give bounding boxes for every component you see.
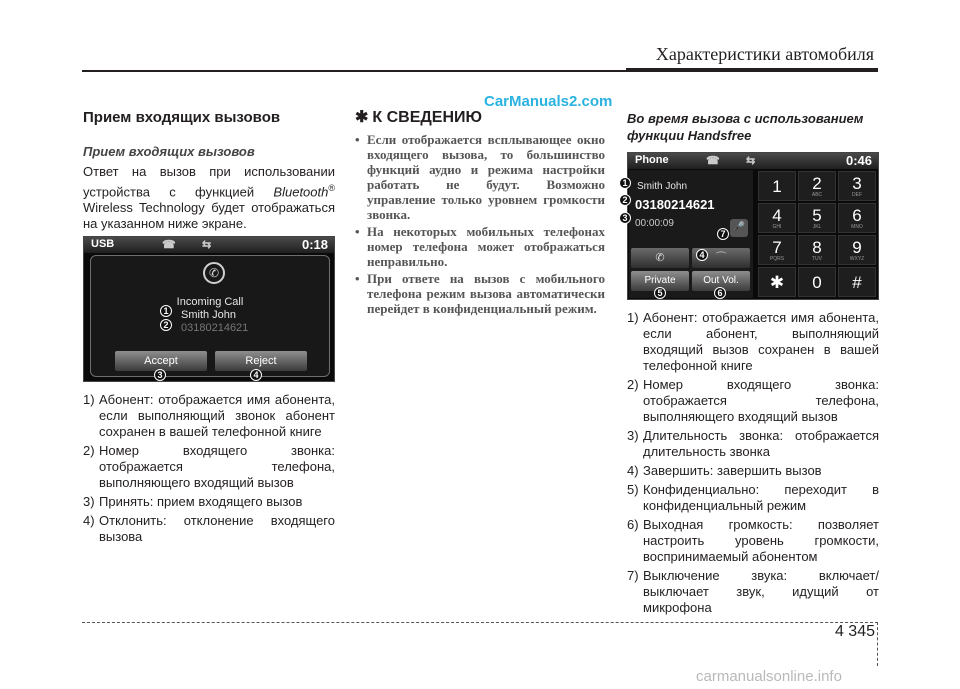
callout-2: 2 <box>160 319 172 331</box>
column-1 <box>83 110 335 232</box>
footer-divider <box>877 622 878 666</box>
key-5[interactable]: 5 JKL <box>798 203 836 233</box>
page-number: 4 345 <box>834 623 875 640</box>
reject-button[interactable]: Reject <box>215 351 307 371</box>
legend-list-1 <box>83 392 335 545</box>
source-label: Phone <box>635 154 669 166</box>
list-item: 1) Абонент: отображается имя абонента, если абонент, выполняющий входящий вызов сохранен в вашей телефонной книге <box>627 310 879 373</box>
list-item: 7) Выключение звука: включает/ выключает звук, идущий от микрофона <box>627 568 879 615</box>
callout-2: 2 <box>619 194 631 206</box>
list-item: 3) Принять: прием входящего вызов <box>83 494 303 509</box>
dial-keypad <box>758 171 876 297</box>
list-item: • Если отображается всплывающее окно входящего вызова, то большинство функций аудио и режима настройки работать не будут. Возможно управление только уровнем громкости звонка. <box>355 132 605 222</box>
incoming-label: Incoming Call <box>176 296 244 308</box>
usb-icon: ⇆ <box>746 155 756 167</box>
intro-paragraph: Ответ на вызов при использовании устройства с функцией Bluetooth® Wireless Technology будет отображаться на указанном ниже экране. <box>83 164 335 232</box>
list-item: 4) Завершить: завершить вызов <box>627 463 822 478</box>
watermark-top: CarManuals2.com <box>484 93 613 110</box>
section-subtitle: Прием входящих вызовов <box>83 144 255 159</box>
key-0[interactable]: 0 <box>798 267 836 297</box>
phone-icon: ☎ <box>706 155 720 167</box>
usb-icon: ⇆ <box>202 239 212 251</box>
list-item: • На некоторых мобильных телефонах номер телефона может отображаться неправильно. <box>355 224 605 269</box>
mute-mic-button[interactable]: 🎤 <box>730 219 748 237</box>
out-vol-button[interactable]: Out Vol. <box>692 271 750 291</box>
list-item: 2) Номер входящего звонка: отображается телефона, выполняющего входящий вызов <box>83 443 335 490</box>
callout-1: 1 <box>160 305 172 317</box>
status-bar <box>628 153 878 169</box>
caller-number: 03180214621 <box>181 322 249 334</box>
key-4[interactable]: 4 GHI <box>758 203 796 233</box>
footer-rule <box>82 622 878 623</box>
status-bar <box>84 237 334 253</box>
incoming-call-panel <box>90 255 330 377</box>
column-3 <box>627 110 879 152</box>
asterisk-icon: ✱ <box>355 109 369 126</box>
note-title: ✱ К СВЕДЕНИЮ <box>355 109 483 126</box>
callout-6: 6 <box>714 287 726 299</box>
key-star[interactable]: ✱ <box>758 267 796 297</box>
private-button[interactable]: Private <box>631 271 689 291</box>
column-3-list <box>627 310 879 619</box>
callout-3: 3 <box>619 212 631 224</box>
list-item: • При ответе на вызов с мобильного телефона режим вызова автоматически перейдет в конфиденциальный режим. <box>355 271 605 316</box>
callout-3: 3 <box>154 369 166 381</box>
caller-name: Smith John <box>637 181 688 192</box>
list-item: 1) Абонент: отображается имя абонента, если выполняющий звонок абонент сохранен в вашей телефонной книге <box>83 392 335 439</box>
legend-list-2 <box>627 310 879 616</box>
callout-4: 4 <box>250 369 262 381</box>
caller-number: 03180214621 <box>635 197 715 212</box>
callout-1: 1 <box>619 177 631 189</box>
header-rule-accent <box>626 68 878 72</box>
list-item: 2) Номер входящего звонка: отображается телефона, выполняющего входящий вызов <box>627 377 879 424</box>
clock: 0:46 <box>845 153 872 168</box>
section-subtitle: Во время вызова с использованием функции Handsfree <box>627 111 864 143</box>
list-item: 6) Выходная громкость: позволяет настроить уровень громкости, воспринимаемый абонентом <box>627 517 879 564</box>
watermark-bottom: carmanualsonline.info <box>696 668 842 685</box>
accept-button[interactable]: Accept <box>115 351 207 371</box>
note-list <box>355 132 605 316</box>
column-1-list <box>83 392 335 548</box>
key-9[interactable]: 9 WXYZ <box>838 235 876 265</box>
section-title: Прием входящих вызовов <box>83 109 281 126</box>
caller-name: Smith John <box>181 309 237 321</box>
key-1[interactable]: 1 <box>758 171 796 201</box>
callout-5: 5 <box>654 287 666 299</box>
key-7[interactable]: 7 PQRS <box>758 235 796 265</box>
hold-call-button[interactable]: ⌒ <box>692 248 750 268</box>
incoming-call-screen <box>83 236 335 382</box>
clock: 0:18 <box>301 237 328 252</box>
key-hash[interactable]: # <box>838 267 876 297</box>
call-duration: 00:00:09 <box>635 218 674 229</box>
phone-icon: ✆ <box>203 262 225 284</box>
callout-4: 4 <box>696 249 708 261</box>
phone-icon: ☎ <box>162 239 176 251</box>
key-6[interactable]: 6 MNO <box>838 203 876 233</box>
end-call-button[interactable]: ✆ <box>631 248 689 268</box>
header-title: Характеристики автомобиля <box>655 44 874 64</box>
key-3[interactable]: 3 DEF <box>838 171 876 201</box>
active-call-screen <box>622 152 879 300</box>
key-2[interactable]: 2 ABC <box>798 171 836 201</box>
key-8[interactable]: 8 TUV <box>798 235 836 265</box>
list-item: 5) Конфиденциально: переходит в конфиденциальный режим <box>627 482 879 513</box>
source-label: USB <box>91 238 115 250</box>
column-2 <box>355 110 605 318</box>
list-item: 3) Длительность звонка: отображается длительность звонка <box>627 428 879 459</box>
list-item: 4) Отклонить: отклонение входящего вызова <box>83 513 335 544</box>
callout-7: 7 <box>717 228 729 240</box>
